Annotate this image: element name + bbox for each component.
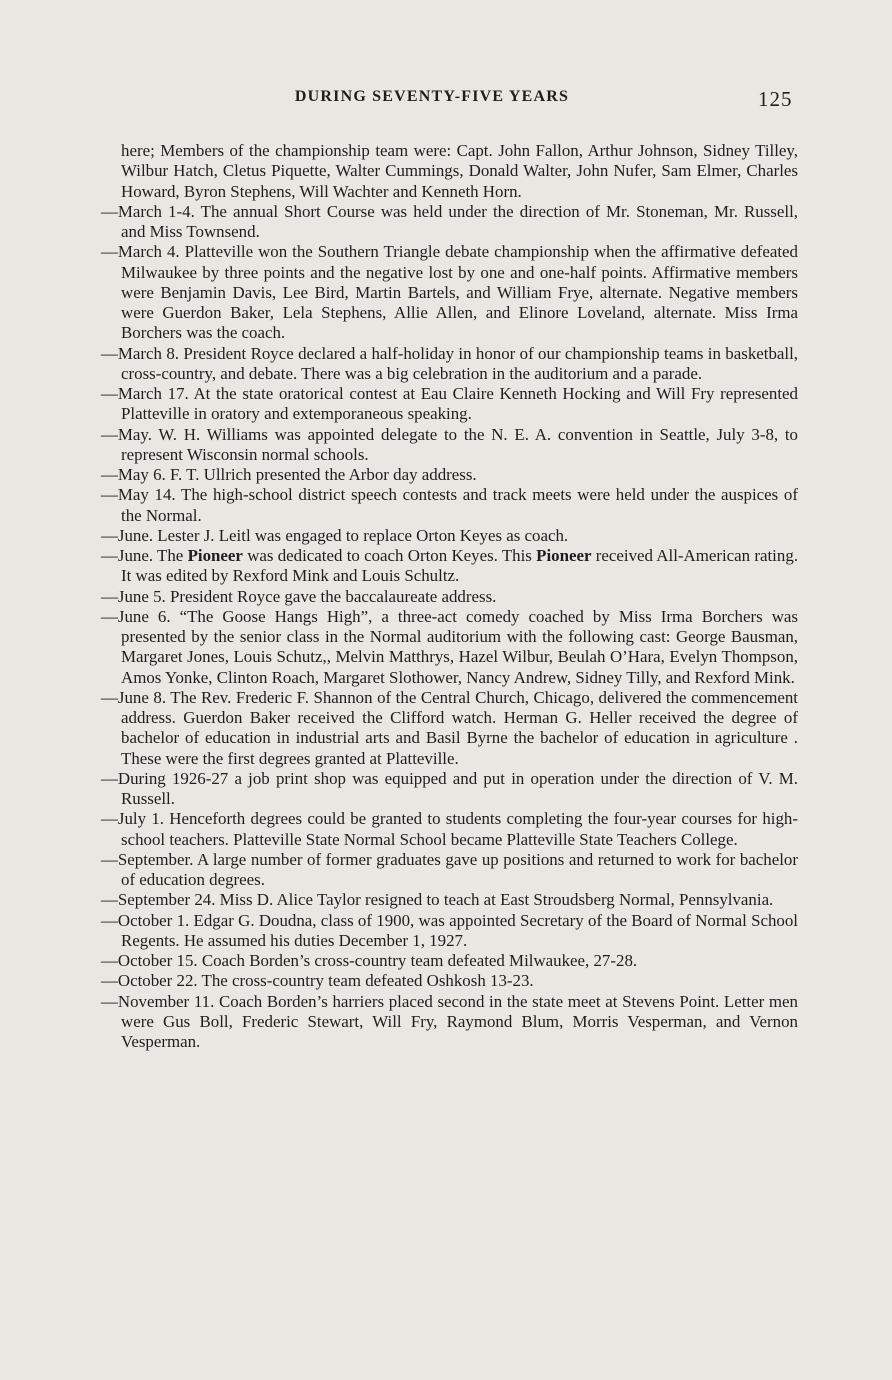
entry-text: —June. The: [101, 546, 188, 565]
chronology-entry: —June 8. The Rev. Frederic F. Shannon of the Central Church, Chicago, delivered the commencement address. Guerdon Baker received the Clifford watch. Herman G. Heller received the degree of bachelor of education in industrial arts and Basil Byrne the bachelor of education in agriculture . These were the first degrees granted at Platteville.: [101, 687, 798, 768]
chronology-entry: —June 5. President Royce gave the baccalaureate address.: [101, 586, 497, 606]
chronology-entry: —October 22. The cross-country team defeated Oshkosh 13-23.: [101, 971, 534, 991]
chronology-entry: —September. A large number of former graduates gave up positions and returned to work for bachelor of education degrees.: [101, 849, 798, 889]
chronology-entry: —May 14. The high-school district speech contests and track meets were held under the auspices of the Normal.: [101, 485, 798, 525]
chronology-entry: —October 15. Coach Borden’s cross-country team defeated Milwaukee, 27-28.: [101, 951, 638, 970]
yearbook-title: Pioneer: [187, 546, 243, 565]
chronology-entry: —November 11. Coach Borden’s harriers placed second in the state meet at Stevens Point. Letter men were Gus Boll, Frederic Stewart, Will Fry, Raymond Blum, Morris Vesperman, and Vernon Vesperman.: [101, 991, 798, 1051]
chronology-text: [101, 141, 798, 1052]
chronology-entry: —May 6. F. T. Ullrich presented the Arbor day address.: [101, 465, 477, 484]
chronology-entry: —September 24. Miss D. Alice Taylor resigned to teach at East Stroudsberg Normal, Pennsylvania.: [101, 890, 774, 910]
chronology-entry: —June 6. “The Goose Hangs High”, a three-act comedy coached by Miss Irma Borchers was presented by the senior class in the Normal auditorium with the following cast: George Bausman, Margaret Jones, Louis Schutz,, Melvin Matthrys, Hazel Wilbur, Beulah O’Hara, Evelyn Thompson, Amos Yonke, Clinton Roach, Margaret Slothower, Nancy Andrew, Sidney Tilly, and Rexford Mink.: [101, 606, 798, 687]
chronology-entry: —July 1. Henceforth degrees could be granted to students completing the four-year courses for high-school teachers. Platteville State Normal School became Platteville State Teachers College.: [101, 809, 798, 849]
chronology-entry: —June. Lester J. Leitl was engaged to replace Orton Keyes as coach.: [101, 525, 569, 545]
yearbook-title: Pioneer: [536, 546, 592, 565]
page-number: 125: [758, 87, 793, 111]
chronology-entry-pioneer: [101, 546, 798, 587]
chronology-entry: —March 17. At the state oratorical contest at Eau Claire Kenneth Hocking and Will Fry represented Platteville in oratory and extemporaneous speaking.: [101, 384, 798, 424]
chronology-entry: —March 1-4. The annual Short Course was held under the direction of Mr. Stoneman, Mr. Russell, and Miss Townsend.: [101, 201, 798, 241]
entry-text: received All-American rating. It was edited by Rexford Mink and Louis Schultz.: [121, 546, 798, 586]
chronology-entry: —October 1. Edgar G. Doudna, class of 1900, was appointed Secretary of the Board of Normal School Regents. He assumed his duties December 1, 1927.: [101, 910, 798, 950]
chronology-entry-continued: here; Members of the championship team were: Capt. John Fallon, Arthur Johnson, Sidney Tilley, Wilbur Hatch, Cletus Piquette, Walter Cummings, Donald Walter, John Nufer, Sam Elmer, Charles Howard, Byron Stephens, Will Wachter and Kenneth Horn.: [121, 141, 798, 201]
entry-text: was dedicated to coach Orton Keyes. This: [242, 546, 537, 565]
chronology-entry: —March 8. President Royce declared a half-holiday in honor of our championship teams in basketball, cross-country, and debate. There was a big celebration in the auditorium and a parade.: [101, 343, 798, 383]
chronology-entry: —May. W. H. Williams was appointed delegate to the N. E. A. convention in Seattle, July 3-8, to represent Wisconsin normal schools.: [101, 424, 798, 464]
chronology-entry: —March 4. Platteville won the Southern Triangle debate championship when the affirmative defeated Milwaukee by three points and the negative lost by one and one-half points. Affirmative members were Benjamin Davis, Lee Bird, Martin Bartels, and William Frye, alternate. Negative members were Guerdon Baker, Lela Stephens, Allie Allen, and Elinore Loveland, alternate. Miss Irma Borchers was the coach.: [101, 242, 798, 343]
running-head: DURING SEVENTY-FIVE YEARS: [294, 88, 570, 105]
chronology-entry: —During 1926-27 a job print shop was equipped and put in operation under the direction of V. M. Russell.: [101, 768, 798, 808]
